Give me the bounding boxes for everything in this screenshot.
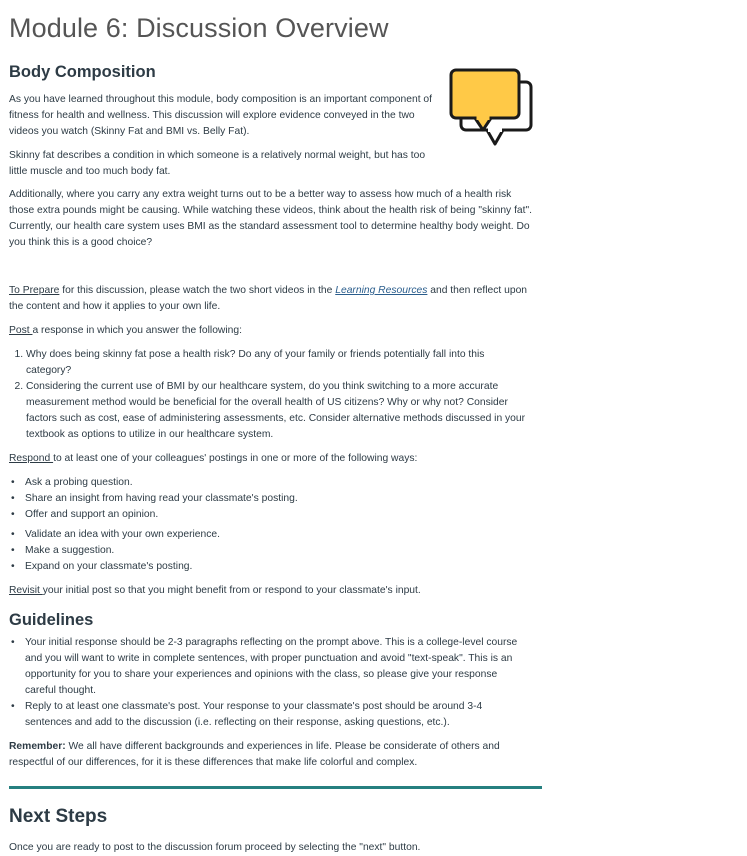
respond-text bbox=[9, 451, 537, 467]
list-item: • Expand on your classmate's posting. bbox=[25, 559, 529, 575]
body-composition-paragraph-2 bbox=[9, 148, 444, 180]
list-item: 2. Considering the current use of BMI by our healthcare system, do you think switching to a more accurate measurement method would be beneficial for the overall health of US citizens? Why or why not? Consider factors such as cost, ease of administering assessments, etc. Consider alternative methods discussed in your textbook as options to utilize in our healthcare system. bbox=[26, 379, 531, 443]
post-label: Post bbox=[9, 325, 33, 336]
next-steps-paragraph bbox=[9, 840, 537, 856]
to-prepare-text bbox=[9, 283, 537, 315]
next-steps-text: Once you are ready to post to the discussion forum proceed by selecting the "next" button. bbox=[9, 842, 421, 853]
revisit-paragraph bbox=[9, 583, 537, 599]
list-item: • Make a suggestion. bbox=[25, 543, 529, 559]
remember-body: We all have different backgrounds and experiences in life. Please be considerate of others and respectful of our differences, for it is these differences that make life colorful and complex. bbox=[9, 741, 500, 768]
learning-resources-link[interactable]: Learning Resources bbox=[335, 285, 428, 296]
skinny-fat-definition: Skinny fat describes a condition in which someone is a relatively normal weight, but has too little muscle and too much body fat. bbox=[9, 150, 426, 177]
list-item: • Ask a probing question. bbox=[25, 475, 529, 491]
bmi-question-text: Additionally, where you carry any extra weight turns out to be a better way to assess how much of a health risk those extra pounds might be causing. While watching these videos, think about the health risk of being "skinny fat". Currently, our health care system uses BMI as the standard assessment tool to determine healthy body weight. Do you think this is a good choice? bbox=[9, 189, 533, 248]
to-prepare-paragraph bbox=[9, 283, 537, 315]
post-paragraph bbox=[9, 323, 537, 339]
revisit-text bbox=[9, 583, 537, 599]
list-item: • Reply to at least one classmate's post. Your response to your classmate's post should be around 3-4 sentences and add to the discussion (i.e. reflecting on their response, asking questions, etc.). bbox=[25, 699, 529, 731]
list-item: • Validate an idea with your own experience. bbox=[25, 527, 529, 543]
post-questions-list bbox=[9, 347, 531, 443]
revisit-instruction: your initial post so that you might benefit from or respond to your classmate's input. bbox=[42, 585, 421, 596]
to-prepare-text-after: and then reflect upon the content and how it applies to your own life. bbox=[9, 285, 528, 312]
remember-text bbox=[9, 739, 537, 771]
intro-text: As you have learned throughout this module, body composition is an important component of fitness for health and wellness. This discussion will explore evidence conveyed in the two videos you watch (Skinny Fat and BMI vs. Belly Fat). bbox=[9, 94, 432, 137]
section-divider bbox=[9, 786, 542, 789]
remember-label: Remember: bbox=[9, 741, 66, 752]
list-item: • Your initial response should be 2-3 paragraphs reflecting on the prompt above. This is a college-level course and you will want to write in complete sentences, with proper punctuation and avoid "text-speak". This is an opportunity for you to share your experiences and opinions with the class, so please give your response careful thought. bbox=[25, 635, 529, 699]
revisit-label: Revisit bbox=[9, 585, 43, 596]
respond-label: Respond bbox=[9, 453, 54, 464]
to-prepare-label: To Prepare bbox=[9, 285, 60, 296]
to-prepare-text-before: for this discussion, please watch the two short videos in the bbox=[59, 285, 336, 296]
body-composition-paragraph-1 bbox=[9, 92, 439, 140]
body-composition-heading: Body Composition bbox=[9, 63, 156, 81]
respond-instruction: to at least one of your colleagues' postings in one or more of the following ways: bbox=[53, 453, 418, 464]
guidelines-list bbox=[9, 635, 529, 731]
page-title: Module 6: Discussion Overview bbox=[9, 13, 389, 43]
list-item: • Share an insight from having read your classmate's posting. bbox=[25, 491, 529, 507]
respond-paragraph bbox=[9, 451, 537, 467]
remember-paragraph bbox=[9, 739, 537, 771]
post-instruction: a response in which you answer the following: bbox=[32, 325, 242, 336]
list-item: 1. Why does being skinny fat pose a health risk? Do any of your family or friends potentially fall into this category? bbox=[26, 347, 531, 379]
respond-options-list-b bbox=[9, 527, 529, 575]
next-steps-heading: Next Steps bbox=[9, 806, 108, 827]
post-text bbox=[9, 323, 537, 339]
guidelines-heading: Guidelines bbox=[9, 611, 94, 629]
respond-options-list-a bbox=[9, 475, 529, 523]
body-composition-paragraph-3 bbox=[9, 187, 537, 251]
list-item: • Offer and support an opinion. bbox=[25, 507, 529, 523]
chat-icon bbox=[447, 66, 537, 152]
